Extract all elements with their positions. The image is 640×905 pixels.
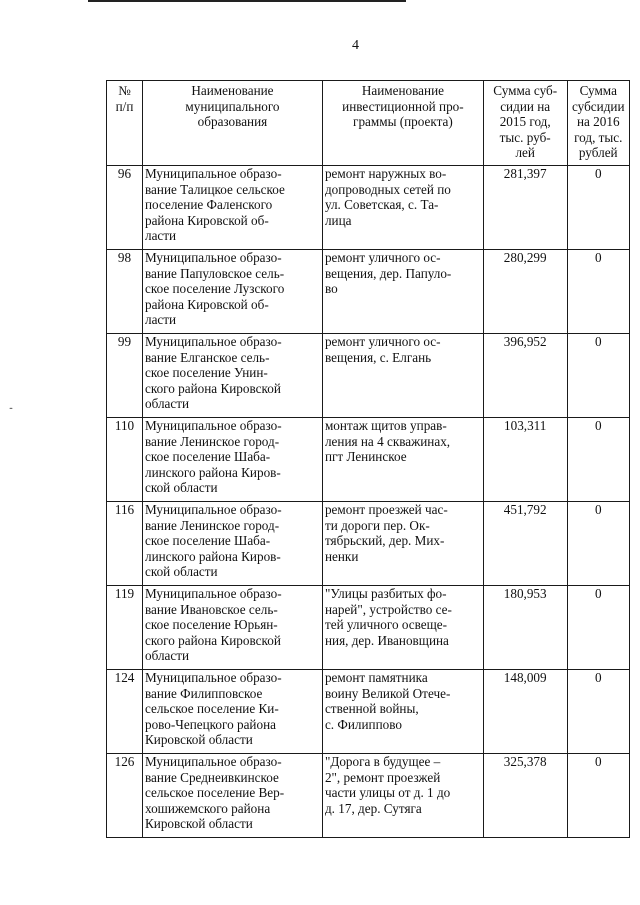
cell-line: на 2016 <box>576 114 620 130</box>
cell-line: граммы (проекта) <box>353 114 453 130</box>
cell-line: части улицы от д. 1 до <box>324 785 451 801</box>
cell-line: области <box>144 648 190 664</box>
margin-mark: .. <box>9 401 12 412</box>
cell-line: вание Папуловское сель- <box>144 265 285 281</box>
table-row <box>107 250 630 334</box>
cell-line: лей <box>515 145 535 161</box>
cell-line: ремонт наружных во- <box>324 166 447 181</box>
cell-line: Муниципальное образо- <box>144 670 282 685</box>
cell-line: вание Ленинское город- <box>144 517 280 533</box>
cell-line: ти дороги пер. Ок- <box>324 517 430 533</box>
cell-line: ское поселение Шаба- <box>144 533 271 549</box>
cell-line: Наименование <box>191 83 274 98</box>
header-sum-2016 <box>567 81 630 166</box>
sum-2015-cell: 325,378 <box>483 754 567 838</box>
sum-2015-cell: 451,792 <box>483 502 567 586</box>
cell-line: вещения, дер. Папуло- <box>324 265 452 281</box>
table-row <box>107 418 630 502</box>
sum-2015-cell: 148,009 <box>483 670 567 754</box>
cell-line: поселение Фаленского <box>144 197 273 213</box>
cell-line: Кировской области <box>144 816 253 832</box>
cell-line: вание Ленинское город- <box>144 433 280 449</box>
page-number: 4 <box>352 38 359 53</box>
program-cell <box>322 334 483 418</box>
subsidy-table <box>106 80 630 838</box>
header-sum-2015 <box>483 81 567 166</box>
row-number: 98 <box>107 250 143 334</box>
top-border-line <box>88 0 406 2</box>
table-row <box>107 502 630 586</box>
sum-2016-cell: 0 <box>567 334 630 418</box>
cell-line: вание Талицкое сельское <box>144 181 285 197</box>
table-row <box>107 166 630 250</box>
sum-2015-cell: 180,953 <box>483 586 567 670</box>
cell-line: ния, дер. Ивановщина <box>324 632 449 648</box>
cell-line: вание Елганское сель- <box>144 349 270 365</box>
program-cell <box>322 586 483 670</box>
cell-line: района Кировской об- <box>144 296 269 312</box>
header-program <box>322 81 483 166</box>
cell-line: ления на 4 скважинах, <box>324 433 451 449</box>
header-number <box>107 81 143 166</box>
cell-line: субсидии <box>571 98 625 114</box>
cell-line: вание Ивановское сель- <box>144 601 278 617</box>
cell-line: Сумма суб- <box>493 83 558 98</box>
cell-line: сидии на <box>500 98 551 114</box>
sum-2015-cell: 280,299 <box>483 250 567 334</box>
row-number: 116 <box>107 502 143 586</box>
program-cell <box>322 166 483 250</box>
program-cell <box>322 250 483 334</box>
cell-line: Наименование <box>361 83 444 98</box>
cell-line: "Улицы разбитых фо- <box>324 586 447 601</box>
cell-line: во <box>324 281 338 297</box>
cell-line: воину Великой Отече- <box>324 685 451 701</box>
cell-line: ского района Кировской <box>144 632 281 648</box>
sum-2016-cell: 0 <box>567 250 630 334</box>
sum-2016-cell: 0 <box>567 502 630 586</box>
cell-line: Муниципальное образо- <box>144 334 282 349</box>
cell-line: ское поселение Лузского <box>144 281 285 297</box>
cell-line: ремонт уличного ос- <box>324 250 441 265</box>
row-number: 119 <box>107 586 143 670</box>
row-number: 96 <box>107 166 143 250</box>
cell-line: год, тыс. <box>574 129 623 145</box>
cell-line: рово-Чепецкого района <box>144 716 276 732</box>
cell-line: Кировской области <box>144 732 253 748</box>
row-number: 99 <box>107 334 143 418</box>
cell-line: допроводных сетей по <box>324 181 451 197</box>
cell-line: вание Среднеивкинское <box>144 769 279 785</box>
cell-line: д. 17, дер. Сутяга <box>324 800 422 816</box>
cell-line: ское поселение Унин- <box>144 365 268 381</box>
sum-2016-cell: 0 <box>567 670 630 754</box>
cell-line: вещения, с. Елгань <box>324 349 432 365</box>
cell-line: Сумма <box>579 83 617 98</box>
program-cell <box>322 502 483 586</box>
cell-line: нарей", устройство се- <box>324 601 452 617</box>
cell-line: тябрьский, дер. Мих- <box>324 533 445 549</box>
cell-line: Муниципальное образо- <box>144 586 282 601</box>
cell-line: ласти <box>144 228 177 244</box>
table-row <box>107 754 630 838</box>
cell-line: образования <box>197 114 268 130</box>
cell-line: № <box>118 83 131 98</box>
municipality-cell <box>142 754 322 838</box>
cell-line: ское поселение Юрьян- <box>144 617 278 633</box>
cell-line: Муниципальное образо- <box>144 250 282 265</box>
program-cell <box>322 670 483 754</box>
cell-line: "Дорога в будущее – <box>324 754 441 769</box>
cell-line: ской области <box>144 480 218 496</box>
cell-line: муниципального <box>185 98 280 114</box>
cell-line: линского района Киров- <box>144 464 281 480</box>
municipality-cell <box>142 586 322 670</box>
cell-line: с. Филиппово <box>324 716 402 732</box>
row-number: 126 <box>107 754 143 838</box>
cell-line: ненки <box>324 548 359 564</box>
sum-2015-cell: 396,952 <box>483 334 567 418</box>
cell-line: тей уличного освеще- <box>324 617 448 633</box>
sum-2016-cell: 0 <box>567 586 630 670</box>
cell-line: тыс. руб- <box>499 129 551 145</box>
cell-line: 2", ремонт проезжей <box>324 769 441 785</box>
table-row <box>107 334 630 418</box>
municipality-cell <box>142 502 322 586</box>
sum-2015-cell: 281,397 <box>483 166 567 250</box>
cell-line: лица <box>324 212 352 228</box>
municipality-cell <box>142 670 322 754</box>
cell-line: сельское поселение Ки- <box>144 701 279 717</box>
cell-line: района Кировской об- <box>144 212 269 228</box>
table-header-row <box>107 81 630 166</box>
municipality-cell <box>142 250 322 334</box>
cell-line: ул. Советская, с. Та- <box>324 197 439 213</box>
sum-2016-cell: 0 <box>567 418 630 502</box>
cell-line: ласти <box>144 312 177 328</box>
cell-line: п/п <box>115 98 134 114</box>
cell-line: пгт Ленинское <box>324 449 407 465</box>
sum-2016-cell: 0 <box>567 754 630 838</box>
municipality-cell <box>142 166 322 250</box>
cell-line: рублей <box>578 145 618 161</box>
sum-2015-cell: 103,311 <box>483 418 567 502</box>
municipality-cell <box>142 418 322 502</box>
cell-line: Муниципальное образо- <box>144 502 282 517</box>
cell-line: ское поселение Шаба- <box>144 449 271 465</box>
cell-line: ремонт проезжей час- <box>324 502 448 517</box>
cell-line: области <box>144 396 190 412</box>
cell-line: 2015 год, <box>499 114 551 130</box>
header-municipality <box>142 81 322 166</box>
row-number: 124 <box>107 670 143 754</box>
cell-line: инвестиционной про- <box>342 98 464 114</box>
cell-line: ремонт памятника <box>324 670 428 685</box>
cell-line: ской области <box>144 564 218 580</box>
cell-line: монтаж щитов управ- <box>324 418 447 433</box>
program-cell <box>322 418 483 502</box>
cell-line: Муниципальное образо- <box>144 754 282 769</box>
sum-2016-cell: 0 <box>567 166 630 250</box>
program-cell <box>322 754 483 838</box>
cell-line: вание Филипповское <box>144 685 263 701</box>
cell-line: ремонт уличного ос- <box>324 334 441 349</box>
row-number: 110 <box>107 418 143 502</box>
cell-line: линского района Киров- <box>144 548 281 564</box>
cell-line: ского района Кировской <box>144 380 281 396</box>
table-row <box>107 670 630 754</box>
table-body <box>107 166 630 838</box>
cell-line: хошижемского района <box>144 800 271 816</box>
cell-line: сельское поселение Вер- <box>144 785 285 801</box>
table-row <box>107 586 630 670</box>
cell-line: Муниципальное образо- <box>144 166 282 181</box>
municipality-cell <box>142 334 322 418</box>
cell-line: Муниципальное образо- <box>144 418 282 433</box>
cell-line: ственной войны, <box>324 701 419 717</box>
